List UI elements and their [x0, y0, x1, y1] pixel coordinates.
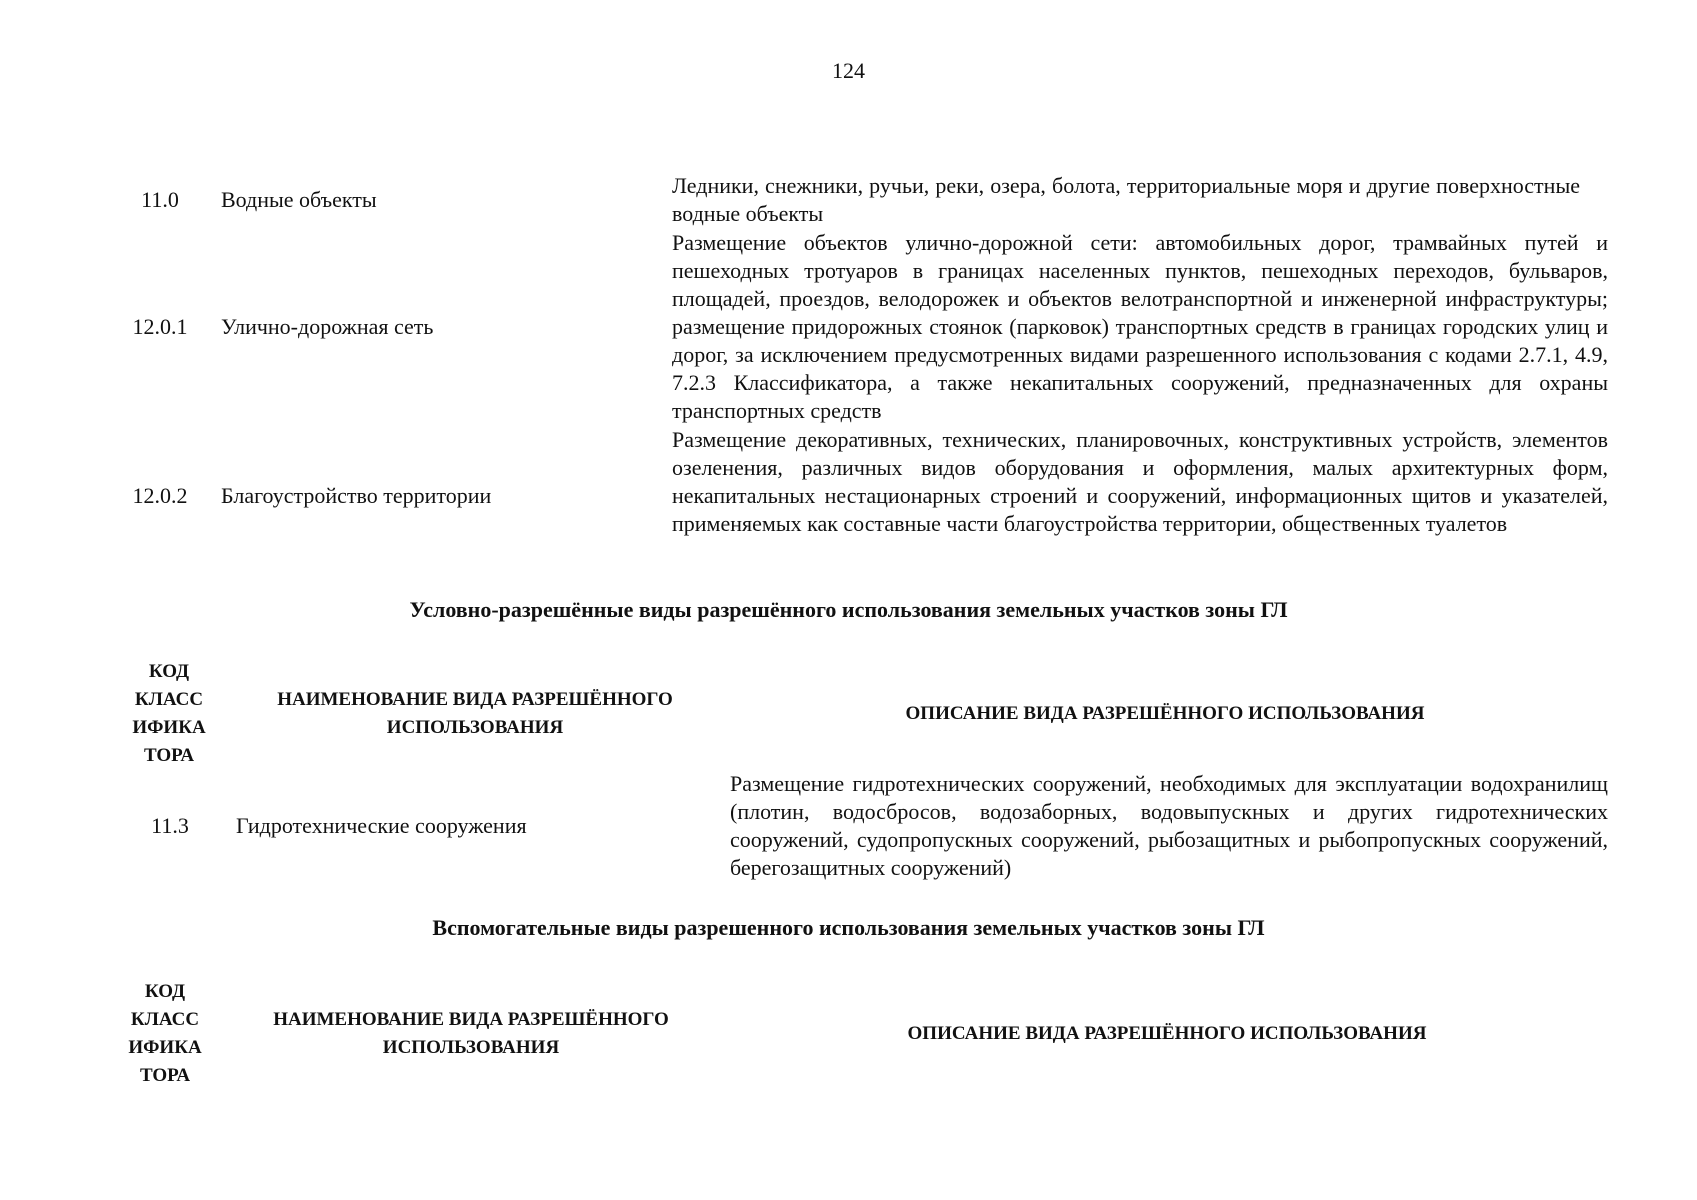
- header-description: ОПИСАНИЕ ВИДА РАЗРЕШЁННОГО ИСПОЛЬЗОВАНИЯ: [905, 703, 1425, 724]
- header-name: НАИМЕНОВАНИЕ ВИДА РАЗРЕШЁННОГО ИСПОЛЬЗОВАНИЯ: [273, 1009, 669, 1058]
- row-description: Размещение декоративных, технических, планировочных, конструктивных устройств, элементов озеленения, различных видов оборудования и оформления, малых архитектурных форм, некапитальных нестационарных строений и сооружений, информационных щитов и указателей, применяемых как составные части благоустройства территории, общественных туалетов: [672, 427, 1608, 536]
- section-title-conditional: Условно-разрешённые виды разрешённого использования земельных участков зоны ГЛ: [409, 597, 1288, 622]
- row-code: 12.0.1: [132, 314, 188, 339]
- row-code: 11.3: [151, 813, 189, 838]
- row-name: Гидротехнические сооружения: [236, 813, 527, 838]
- row-description: Размещение гидротехнических сооружений, необходимых для эксплуатации водохранилищ (плотин, водосбросов, водозаборных, водовыпускных и других гидротехнических сооружений, судопропускных сооружений, рыбозащитных и рыбопропускных сооружений, берегозащитных сооружений): [730, 771, 1608, 880]
- row-description: Размещение объектов улично-дорожной сети: автомобильных дорог, трамвайных путей и пешеходных тротуаров в границах населенных пунктов, пешеходных переходов, бульваров, площадей, проездов, велодорожек и объектов велотранспортной и инженерной инфраструктуры; размещение придорожных стоянок (парковок) транспортных средств в границах городских улиц и дорог, за исключением предусмотренных видами разрешенного использования с кодами 2.7.1, 4.9, 7.2.3 Классификатора, а также некапитальных сооружений, предназначенных для охраны транспортных средств: [672, 230, 1608, 423]
- row-code: 12.0.2: [132, 483, 188, 508]
- header-code: КОД КЛАСС ИФИКА ТОРА: [128, 981, 202, 1086]
- header-description: ОПИСАНИЕ ВИДА РАЗРЕШЁННОГО ИСПОЛЬЗОВАНИЯ: [907, 1023, 1427, 1044]
- row-name: Водные объекты: [221, 187, 377, 212]
- section-title-auxiliary: Вспомогательные виды разрешенного использования земельных участков зоны ГЛ: [432, 915, 1265, 940]
- row-code: 11.0: [141, 187, 179, 212]
- row-name: Улично-дорожная сеть: [221, 314, 434, 339]
- header-name: НАИМЕНОВАНИЕ ВИДА РАЗРЕШЁННОГО ИСПОЛЬЗОВАНИЯ: [277, 689, 673, 738]
- row-description: Ледники, снежники, ручьи, реки, озера, болота, территориальные моря и другие поверхностные водные объекты: [672, 173, 1580, 226]
- page-number: 124: [832, 58, 865, 83]
- row-name: Благоустройство территории: [221, 483, 492, 508]
- header-code: КОД КЛАСС ИФИКА ТОРА: [132, 661, 206, 766]
